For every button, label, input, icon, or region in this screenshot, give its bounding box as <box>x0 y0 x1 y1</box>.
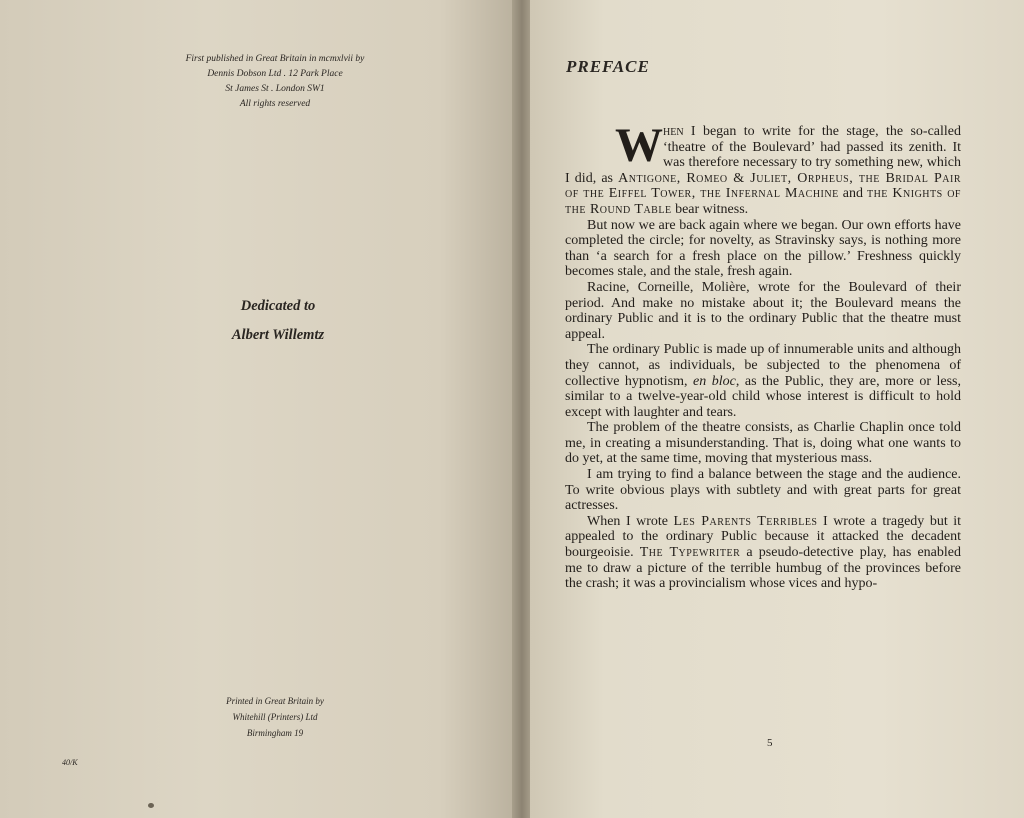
emphasis-text: en bloc <box>693 373 736 389</box>
imprint-line: All rights reserved <box>239 99 311 109</box>
preface-title: PREFACE <box>566 57 650 76</box>
paragraph-text: bear witness. <box>671 201 749 217</box>
page-number: 5 <box>767 737 773 749</box>
play-title: Les Parents Terribles <box>673 513 818 529</box>
paragraph-text: I began to write for the stage, the so-called ‘theatre of the Boulevard’ had passed its zenith. It was therefore necessary to try something new, which I did, as <box>565 124 961 186</box>
paragraph-text: and <box>838 186 867 202</box>
paragraph <box>565 514 961 592</box>
paragraph-text: When I wrote <box>587 513 674 529</box>
printer-line: Birmingham 19 <box>246 728 304 738</box>
preface-body <box>565 119 962 592</box>
ink-spot <box>148 803 154 808</box>
printer-line: Whitehill (Printers) Ltd <box>232 712 318 722</box>
paragraph-text: The ordinary Public is made up of innumerable units and although they cannot, as individuals, be subjected to the phenomena of collective hypnotism, <box>565 342 961 389</box>
print-code: 40/K <box>62 758 78 767</box>
paragraph: The problem of the theatre consists, as Charlie Chaplin once told me, in creating a misunderstanding. That is, doing what one wants to do yet, at the same time, moving that mysterious mass. <box>565 420 961 467</box>
dedication-block <box>178 292 378 350</box>
imprint-line: First published in Great Britain in mcmxlvii by <box>185 54 365 64</box>
dedication-line: Dedicated to <box>240 298 316 314</box>
dedicatee-name: Albert Willemtz <box>231 327 325 343</box>
paragraph: Racine, Corneille, Molière, wrote for the Boulevard of their period. And make no mistake about it; the Boulevard means the ordinary Public and it is to the ordinary Public that the theatre must appeal. <box>565 279 961 342</box>
drop-cap: W <box>615 119 663 172</box>
paragraph: I am trying to find a balance between the stage and the audience. To write obvious plays with subtlety and with great parts for great actresses. <box>565 467 961 514</box>
paragraph <box>565 342 961 420</box>
paragraph-text: a pseudo-detective play, has enabled me to draw a picture of the terrible humbug of the provinces before the crash; it was a provincialism whose vices and hypo- <box>565 545 961 592</box>
imprint-block <box>150 52 400 112</box>
paragraph <box>565 119 961 218</box>
printer-block <box>170 693 380 741</box>
play-titles: Antigone, Romeo & Juliet, Orpheus, the Bridal Pair of the Eiffel Tower, the Infernal Machine <box>565 170 961 202</box>
imprint-line: St James St . London SW1 <box>225 84 325 94</box>
paragraph: But now we are back again where we began. Our own efforts have completed the circle; for novelty, as Stravinsky says, is nothing more than ‘a search for a fresh place on the pillow.’ Freshness quickly becomes stale, and the stale, fresh again. <box>565 217 961 280</box>
first-word: hen <box>663 124 684 139</box>
printer-line: Printed in Great Britain by <box>226 696 324 706</box>
play-title: The Typewriter <box>639 545 741 561</box>
paragraph-text: I wrote a tragedy but it appealed to the ordinary Public because it attacked the decadent bourgeoisie. <box>565 513 962 561</box>
imprint-line: Dennis Dobson Ltd . 12 Park Place <box>207 69 343 79</box>
play-title: the Knights of the Round Table <box>565 186 961 217</box>
paragraph-text: , as the Public, they are, more or less, similar to a twelve-year-old child whose interest is difficult to hold except with laughter and tears. <box>565 373 962 420</box>
